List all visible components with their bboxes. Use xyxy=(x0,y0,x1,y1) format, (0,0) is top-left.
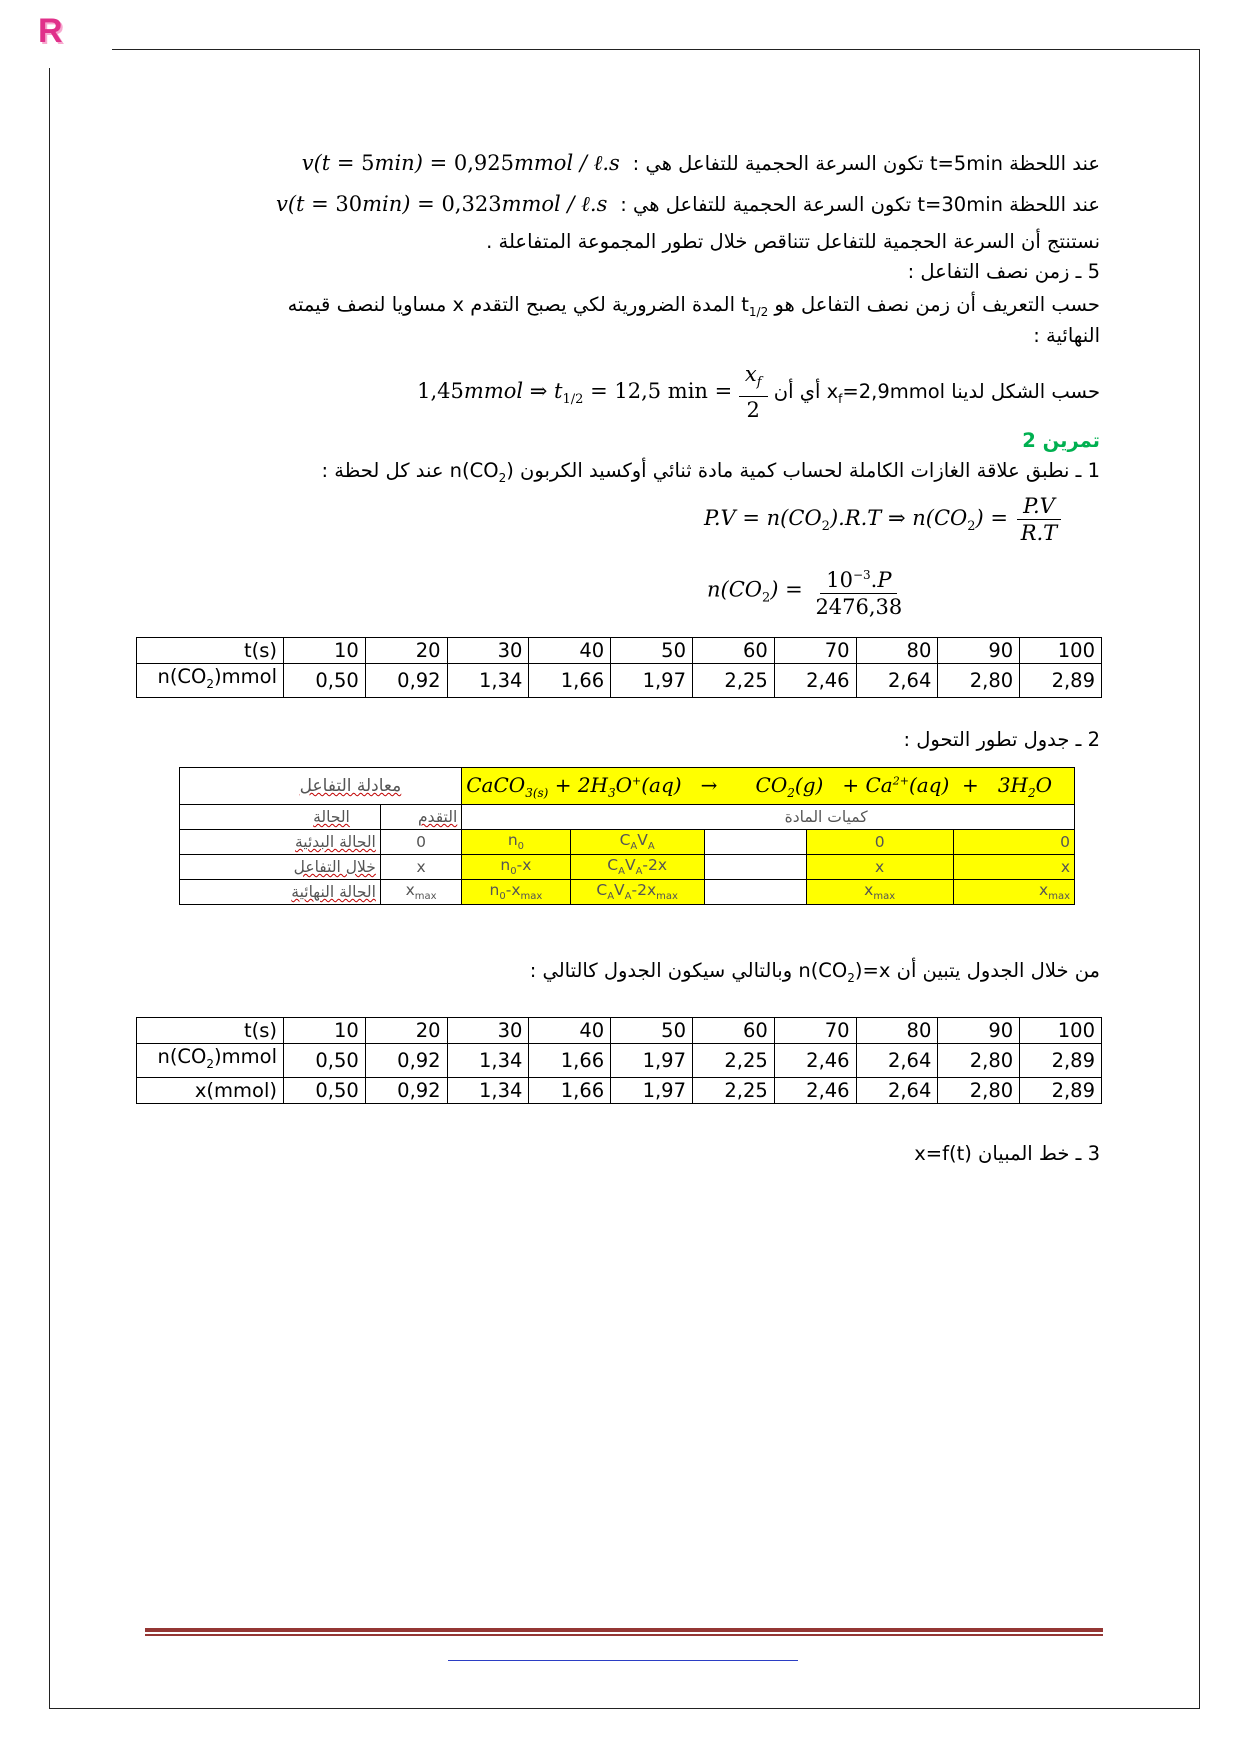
cell: 2,25 xyxy=(692,1044,774,1078)
row-label-x: x(mmol) xyxy=(137,1077,284,1103)
co2-amount-equation: $n(CO_2)$ = $\frac{10^{-3}.P}{2476,38}$ xyxy=(707,562,908,620)
cell: 10 xyxy=(284,1018,366,1044)
cell: 2,80 xyxy=(938,1077,1020,1103)
cell: 90 xyxy=(938,638,1020,664)
footer-link[interactable] xyxy=(448,1660,798,1661)
cell: 90 xyxy=(938,1018,1020,1044)
cell: 40 xyxy=(529,638,611,664)
logo: R xyxy=(38,12,63,50)
velocity-30min-text: عند اللحظة t=30min تكون السرعة الحجمية للتفاعل هي : xyxy=(620,193,1100,216)
cell: 20 xyxy=(365,1018,447,1044)
cell: 20 xyxy=(365,638,447,664)
cell: 2,80 xyxy=(938,664,1020,698)
evolution-table xyxy=(179,767,1075,905)
cell: 70 xyxy=(774,1018,856,1044)
cell: 1,34 xyxy=(447,1077,529,1103)
line-velocity-5min xyxy=(295,149,1100,178)
progress-header: التقدم xyxy=(380,805,461,830)
cell: 0,50 xyxy=(284,1077,366,1103)
row-label-n: $n(CO_2)mmol$ xyxy=(137,1044,284,1078)
cell: 2,64 xyxy=(856,1077,938,1103)
velocity-5min-formula: v(t = 5min) = 0,925mmol / ℓ.s xyxy=(295,151,627,175)
half-life-formula: $\frac{x_f}{2}$ = 1,45mmol ⇒ $t_{1/2} = 12,5$ min xyxy=(410,379,767,403)
conclusion-text: نستنتج أن السرعة الحجمية للتفاعل تتناقص خلال تطور المجموعة المتفاعلة . xyxy=(486,230,1100,253)
cell: 50 xyxy=(611,1018,693,1044)
cell: $n_0-x$ xyxy=(462,855,570,880)
cell: $x_{max}$ xyxy=(806,880,953,905)
cell: $C_AV_A-2x_{max}$ xyxy=(570,880,704,905)
cell: 1,34 xyxy=(447,664,529,698)
state-header: الحالة xyxy=(180,805,381,830)
cell: 2,80 xyxy=(938,1044,1020,1078)
cell: 2,89 xyxy=(1020,1077,1102,1103)
table-row xyxy=(137,1077,1102,1103)
table-row xyxy=(137,1018,1102,1044)
bottom-border xyxy=(49,1708,1200,1709)
cell: 50 xyxy=(611,638,693,664)
cell: 10 xyxy=(284,638,366,664)
cell: x xyxy=(380,855,461,880)
cell: 2,46 xyxy=(774,664,856,698)
state-during: خلال التفاعل xyxy=(180,855,381,880)
row-label-t: t(s) xyxy=(137,1018,284,1044)
table-row xyxy=(180,880,1075,905)
cell: 0,92 xyxy=(365,1044,447,1078)
cell: 1,97 xyxy=(611,1077,693,1103)
header-rule xyxy=(112,49,1200,50)
cell: 2,64 xyxy=(856,1044,938,1078)
table-row xyxy=(180,855,1075,880)
cell: 40 xyxy=(529,1018,611,1044)
table-deduction: من خلال الجدول يتبين أن $n(CO_2)=x$ وبالتالي سيكون الجدول كالتالي : xyxy=(529,959,1100,985)
cell: 30 xyxy=(447,638,529,664)
table-row xyxy=(180,805,1075,830)
half-life-result-text: حسب الشكل لدينا $x_f=2,9mmol$ أي أن xyxy=(773,379,1100,406)
table-row xyxy=(137,638,1102,664)
row-label-t: t(s) xyxy=(137,638,284,664)
table-row xyxy=(137,664,1102,698)
cell: 60 xyxy=(692,1018,774,1044)
ideal-gas-intro: 1 ـ نطبق علاقة الغازات الكاملة لحساب كمية مادة ثنائي أوكسيد الكربون $n(CO_2)$ عند كل لحظة : xyxy=(321,459,1100,485)
cell: 2,89 xyxy=(1020,1044,1102,1078)
equation-header: معادلة التفاعل xyxy=(180,768,462,805)
left-border xyxy=(49,68,50,1708)
cell: 2,89 xyxy=(1020,664,1102,698)
cell: 2,25 xyxy=(692,1077,774,1103)
cell: 70 xyxy=(774,638,856,664)
footer-bar xyxy=(145,1628,1103,1636)
cell: 1,34 xyxy=(447,1044,529,1078)
table-row xyxy=(180,830,1075,855)
cell: 100 xyxy=(1020,638,1102,664)
cell: 1,66 xyxy=(529,1044,611,1078)
cell: 2,25 xyxy=(692,664,774,698)
cell: 80 xyxy=(856,1018,938,1044)
right-border xyxy=(1199,49,1200,1708)
half-life-result xyxy=(410,361,1100,428)
cell: 30 xyxy=(447,1018,529,1044)
cell xyxy=(704,830,806,855)
cell xyxy=(704,880,806,905)
cell: 60 xyxy=(692,638,774,664)
state-final: الحالة النهائية xyxy=(180,880,381,905)
cell: 1,97 xyxy=(611,1044,693,1078)
cell: x xyxy=(806,855,953,880)
cell: $n_0-x_{max}$ xyxy=(462,880,570,905)
cell: 1,97 xyxy=(611,664,693,698)
section-5-heading: 5 ـ زمن نصف التفاعل : xyxy=(907,260,1100,283)
row-label-n: $n(CO_2)mmol$ xyxy=(137,664,284,698)
cell: x xyxy=(953,855,1074,880)
cell: 2,64 xyxy=(856,664,938,698)
ideal-gas-equation: $P.V = n(CO_2).R.T$ ⇒ $n(CO_2)$ = $\frac{P.V}{R.T}$ xyxy=(704,493,1063,546)
cell: 0 xyxy=(953,830,1074,855)
cell: $x_{max}$ xyxy=(380,880,461,905)
section-2-heading: 2 ـ جدول تطور التحول : xyxy=(903,728,1100,751)
cell: 80 xyxy=(856,638,938,664)
cell xyxy=(704,855,806,880)
velocity-30min-formula: v(t = 30min) = 0,323mmol / ℓ.s xyxy=(269,192,615,216)
half-life-definition: حسب التعريف أن زمن نصف التفاعل هو $t_{1/2}$ المدة الضرورية لكي يصبح التقدم x مساويا لنصف قيمته xyxy=(287,293,1100,319)
table-row xyxy=(137,1044,1102,1078)
line-velocity-30min xyxy=(269,190,1100,219)
cell: 0,92 xyxy=(365,664,447,698)
cell: 0,50 xyxy=(284,664,366,698)
cell: $x_{max}$ xyxy=(953,880,1074,905)
section-3-heading: 3 ـ خط المبيان x=f(t) xyxy=(914,1142,1100,1165)
cell: 2,46 xyxy=(774,1077,856,1103)
cell: 2,46 xyxy=(774,1044,856,1078)
cell: 100 xyxy=(1020,1018,1102,1044)
half-life-definition-end: النهائية : xyxy=(1033,324,1100,347)
co2-table xyxy=(136,637,1102,698)
cell: $C_AV_A-2x$ xyxy=(570,855,704,880)
cell: 0 xyxy=(380,830,461,855)
cell: 1,66 xyxy=(529,664,611,698)
progress-table xyxy=(136,1017,1102,1104)
table-row xyxy=(180,768,1075,805)
cell: $n_0$ xyxy=(462,830,570,855)
exercise-2-title: تمرين 2 xyxy=(1022,429,1100,452)
velocity-5min-text: عند اللحظة t=5min تكون السرعة الحجمية للتفاعل هي : xyxy=(632,152,1100,175)
reaction-equation: CaCO$_{3(s)}$ + $2H_3O^+(aq)$ → $CO_2(g) + Ca^{2+}(aq) + 3H_2O$ xyxy=(462,768,1075,805)
cell: 1,66 xyxy=(529,1077,611,1103)
cell: 0,50 xyxy=(284,1044,366,1078)
cell: 0,92 xyxy=(365,1077,447,1103)
amounts-header: كميات المادة xyxy=(462,805,1075,830)
cell: 0 xyxy=(806,830,953,855)
state-initial: الحالة البدئية xyxy=(180,830,381,855)
cell: $C_AV_A$ xyxy=(570,830,704,855)
